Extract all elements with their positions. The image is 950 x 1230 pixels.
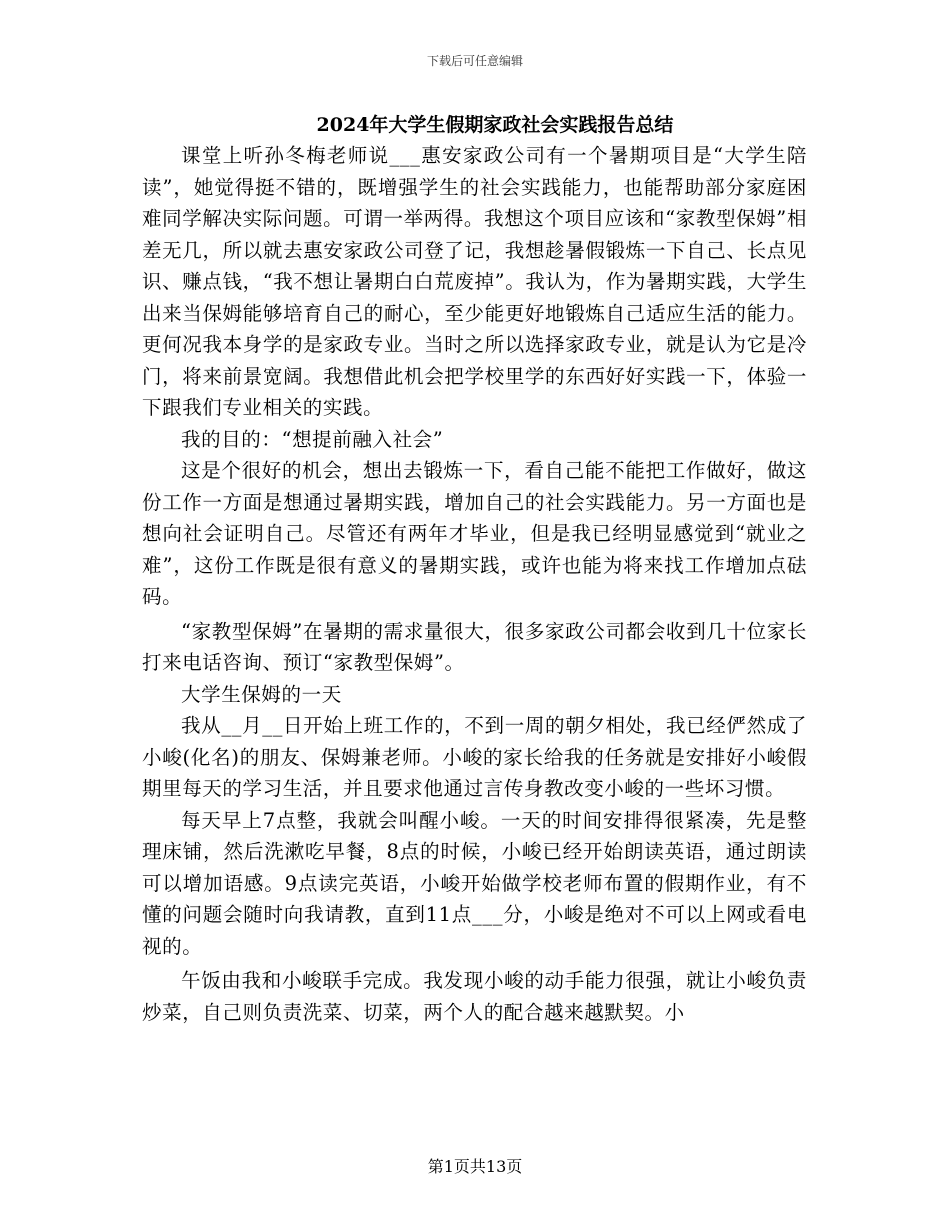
paragraph-morning: 每天早上7点整，我就会叫醒小峻。一天的时间安排得很紧凑，先是整理床铺，然后洗漱吃早餐，8点的时候，小峻已经开始朗读英语，通过朗读可以增加语感。9点读完英语，小峻开始做学校老师布置的假期作业，有不懂的问题会随时向我请教，直到11点___分，小峻是绝对不可以上网或看电视的。: [142, 808, 807, 958]
paragraph-purpose-heading: 我的目的：“想提前融入社会”: [181, 427, 444, 451]
page-header-note: 下载后可任意编辑: [426, 54, 523, 68]
paragraph-intro: 课堂上听孙冬梅老师说___惠安家政公司有一个暑期项目是“大学生陪读”，她觉得挺不错的，既增强学生的社会实践能力，也能帮助部分家庭困难同学解决实际问题。可谓一举两得。我想这个项目应该和“家教型保姆”相差无几，所以就去惠安家政公司登了记，我想趁暑假锻炼一下自己、长点见识、赚点钱，“我不想让暑期白白荒废掉”。我认为，作为暑期实践，大学生出来当保姆能够培育自己的耐心，至少能更好地锻炼自己适应生活的能力。更何况我本身学的是家政专业。当时之所以选择家政专业，就是认为它是冷门，将来前景宽阔。我想借此机会把学校里学的东西好好实践一下，体验一下跟我们专业相关的实践。: [142, 144, 807, 419]
document-body: [142, 140, 807, 1028]
paragraph-lunch: 午饭由我和小峻联手完成。我发现小峻的动手能力很强，就让小峻负责炒菜，自己则负责洗菜、切菜，两个人的配合越来越默契。小: [142, 969, 807, 1024]
paragraph-start: 我从__月__日开始上班工作的，不到一周的朝夕相处，我已经俨然成了小峻(化名)的朋友、保姆兼老师。小峻的家长给我的任务就是安排好小峻假期里每天的学习生活，并且要求他通过言传身教改变小峻的一些坏习惯。: [142, 714, 807, 800]
page-footer-page-number: 第1页共13页: [427, 1157, 523, 1176]
document-title: 2024年大学生假期家政社会实践报告总结: [316, 114, 674, 136]
paragraph-day-heading: 大学生保姆的一天: [181, 682, 342, 706]
paragraph-purpose: 这是个很好的机会，想出去锻炼一下，看自己能不能把工作做好，做这份工作一方面是想通过暑期实践，增加自己的社会实践能力。另一方面也是想向社会证明自己。尽管还有两年才毕业，但是我已经明显感觉到“就业之难”，这份工作既是很有意义的暑期实践，或许也能为将来找工作增加点砝码。: [142, 459, 807, 608]
paragraph-demand: “家教型保姆”在暑期的需求量很大，很多家政公司都会收到几十位家长打来电话咨询、预订“家教型保姆”。: [142, 619, 807, 674]
